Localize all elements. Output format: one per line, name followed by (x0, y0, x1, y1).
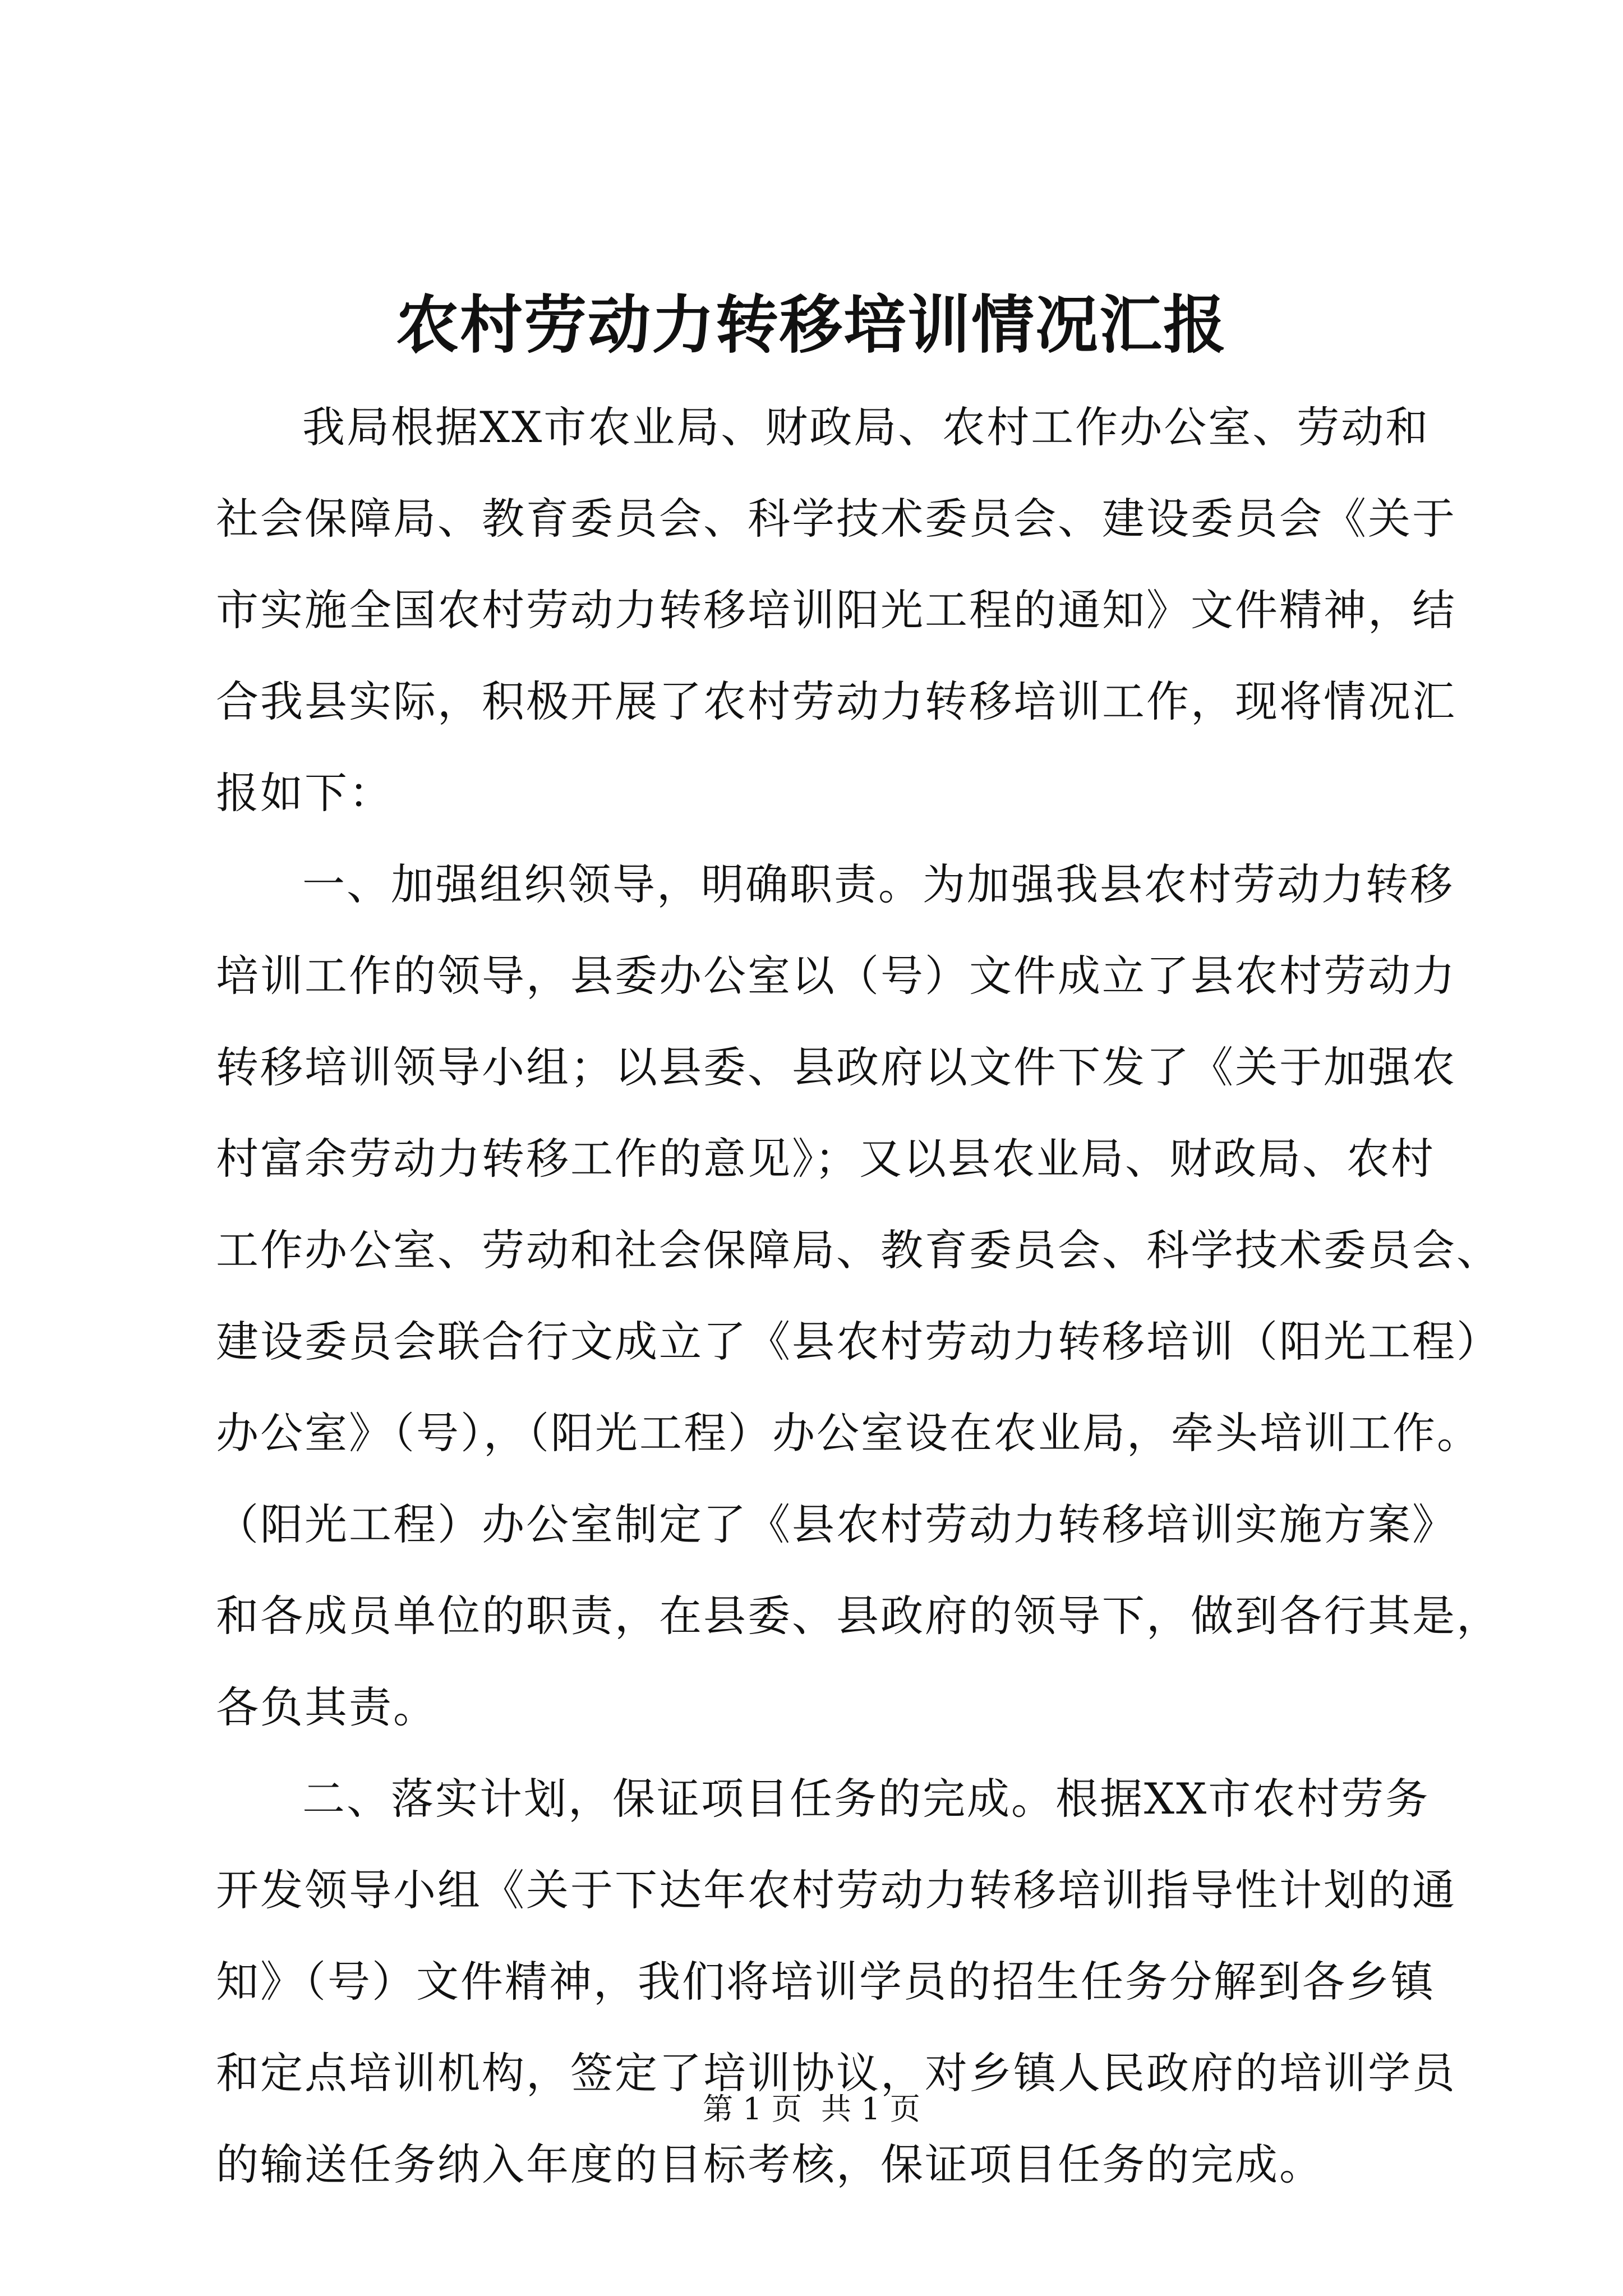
page-footer: 第 1 页 共 1 页 (703, 2091, 920, 2127)
paragraph-line: 一、加强组织领导，明确职责。为加强我县农村劳动力转移 (302, 859, 1454, 909)
paragraph-line: 各负其责。 (216, 1682, 437, 1732)
paragraph-line: 我局根据XX市农业局、财政局、农村工作办公室、劳动和 (302, 402, 1430, 452)
paragraph-line: 社会保障局、教育委员会、科学技术委员会、建设委员会《关于 (216, 494, 1456, 544)
paragraph-line: 办公室》（号），（阳光工程）办公室设在农业局，牵头培训工作。 (216, 1408, 1481, 1458)
paragraph-line: 和各成员单位的职责，在县委、县政府的领导下，做到各行其是， (216, 1591, 1501, 1641)
paragraph-line: （阳光工程）办公室制定了《县农村劳动力转移培训实施方案》 (216, 1499, 1456, 1549)
paragraph-line: 建设委员会联合行文成立了《县农村劳动力转移培训（阳光工程） (216, 1317, 1501, 1366)
paragraph-line: 二、落实计划，保证项目任务的完成。根据XX市农村劳务 (302, 1774, 1430, 1824)
paragraph-line: 市实施全国农村劳动力转移培训阳光工程的通知》文件精神，结 (216, 585, 1456, 635)
paragraph-line: 的输送任务纳入年度的目标考核，保证项目任务的完成。 (216, 2139, 1324, 2189)
paragraph-line: 知》（号）文件精神，我们将培训学员的招生任务分解到各乡镇 (216, 1957, 1435, 2007)
document-title: 农村劳动力转移培训情况汇报 (396, 288, 1227, 362)
paragraph-line: 开发领导小组《关于下达年农村劳动力转移培训指导性计划的通 (216, 1865, 1456, 1915)
paragraph-line: 和定点培训机构，签定了培训协议，对乡镇人民政府的培训学员 (216, 2048, 1456, 2098)
paragraph-line: 报如下： (216, 768, 393, 818)
paragraph-line: 工作办公室、劳动和社会保障局、教育委员会、科学技术委员会、 (216, 1225, 1501, 1275)
paragraph-line: 培训工作的领导，县委办公室以（号）文件成立了县农村劳动力 (216, 951, 1456, 1001)
document-body (216, 381, 1501, 2210)
paragraph-line: 合我县实际，积极开展了农村劳动力转移培训工作，现将情况汇 (216, 677, 1456, 726)
paragraph-line: 转移培训领导小组；以县委、县政府以文件下发了《关于加强农 (216, 1042, 1456, 1092)
paragraph-line: 村富余劳动力转移工作的意见》；又以县农业局、财政局、农村 (216, 1134, 1435, 1184)
